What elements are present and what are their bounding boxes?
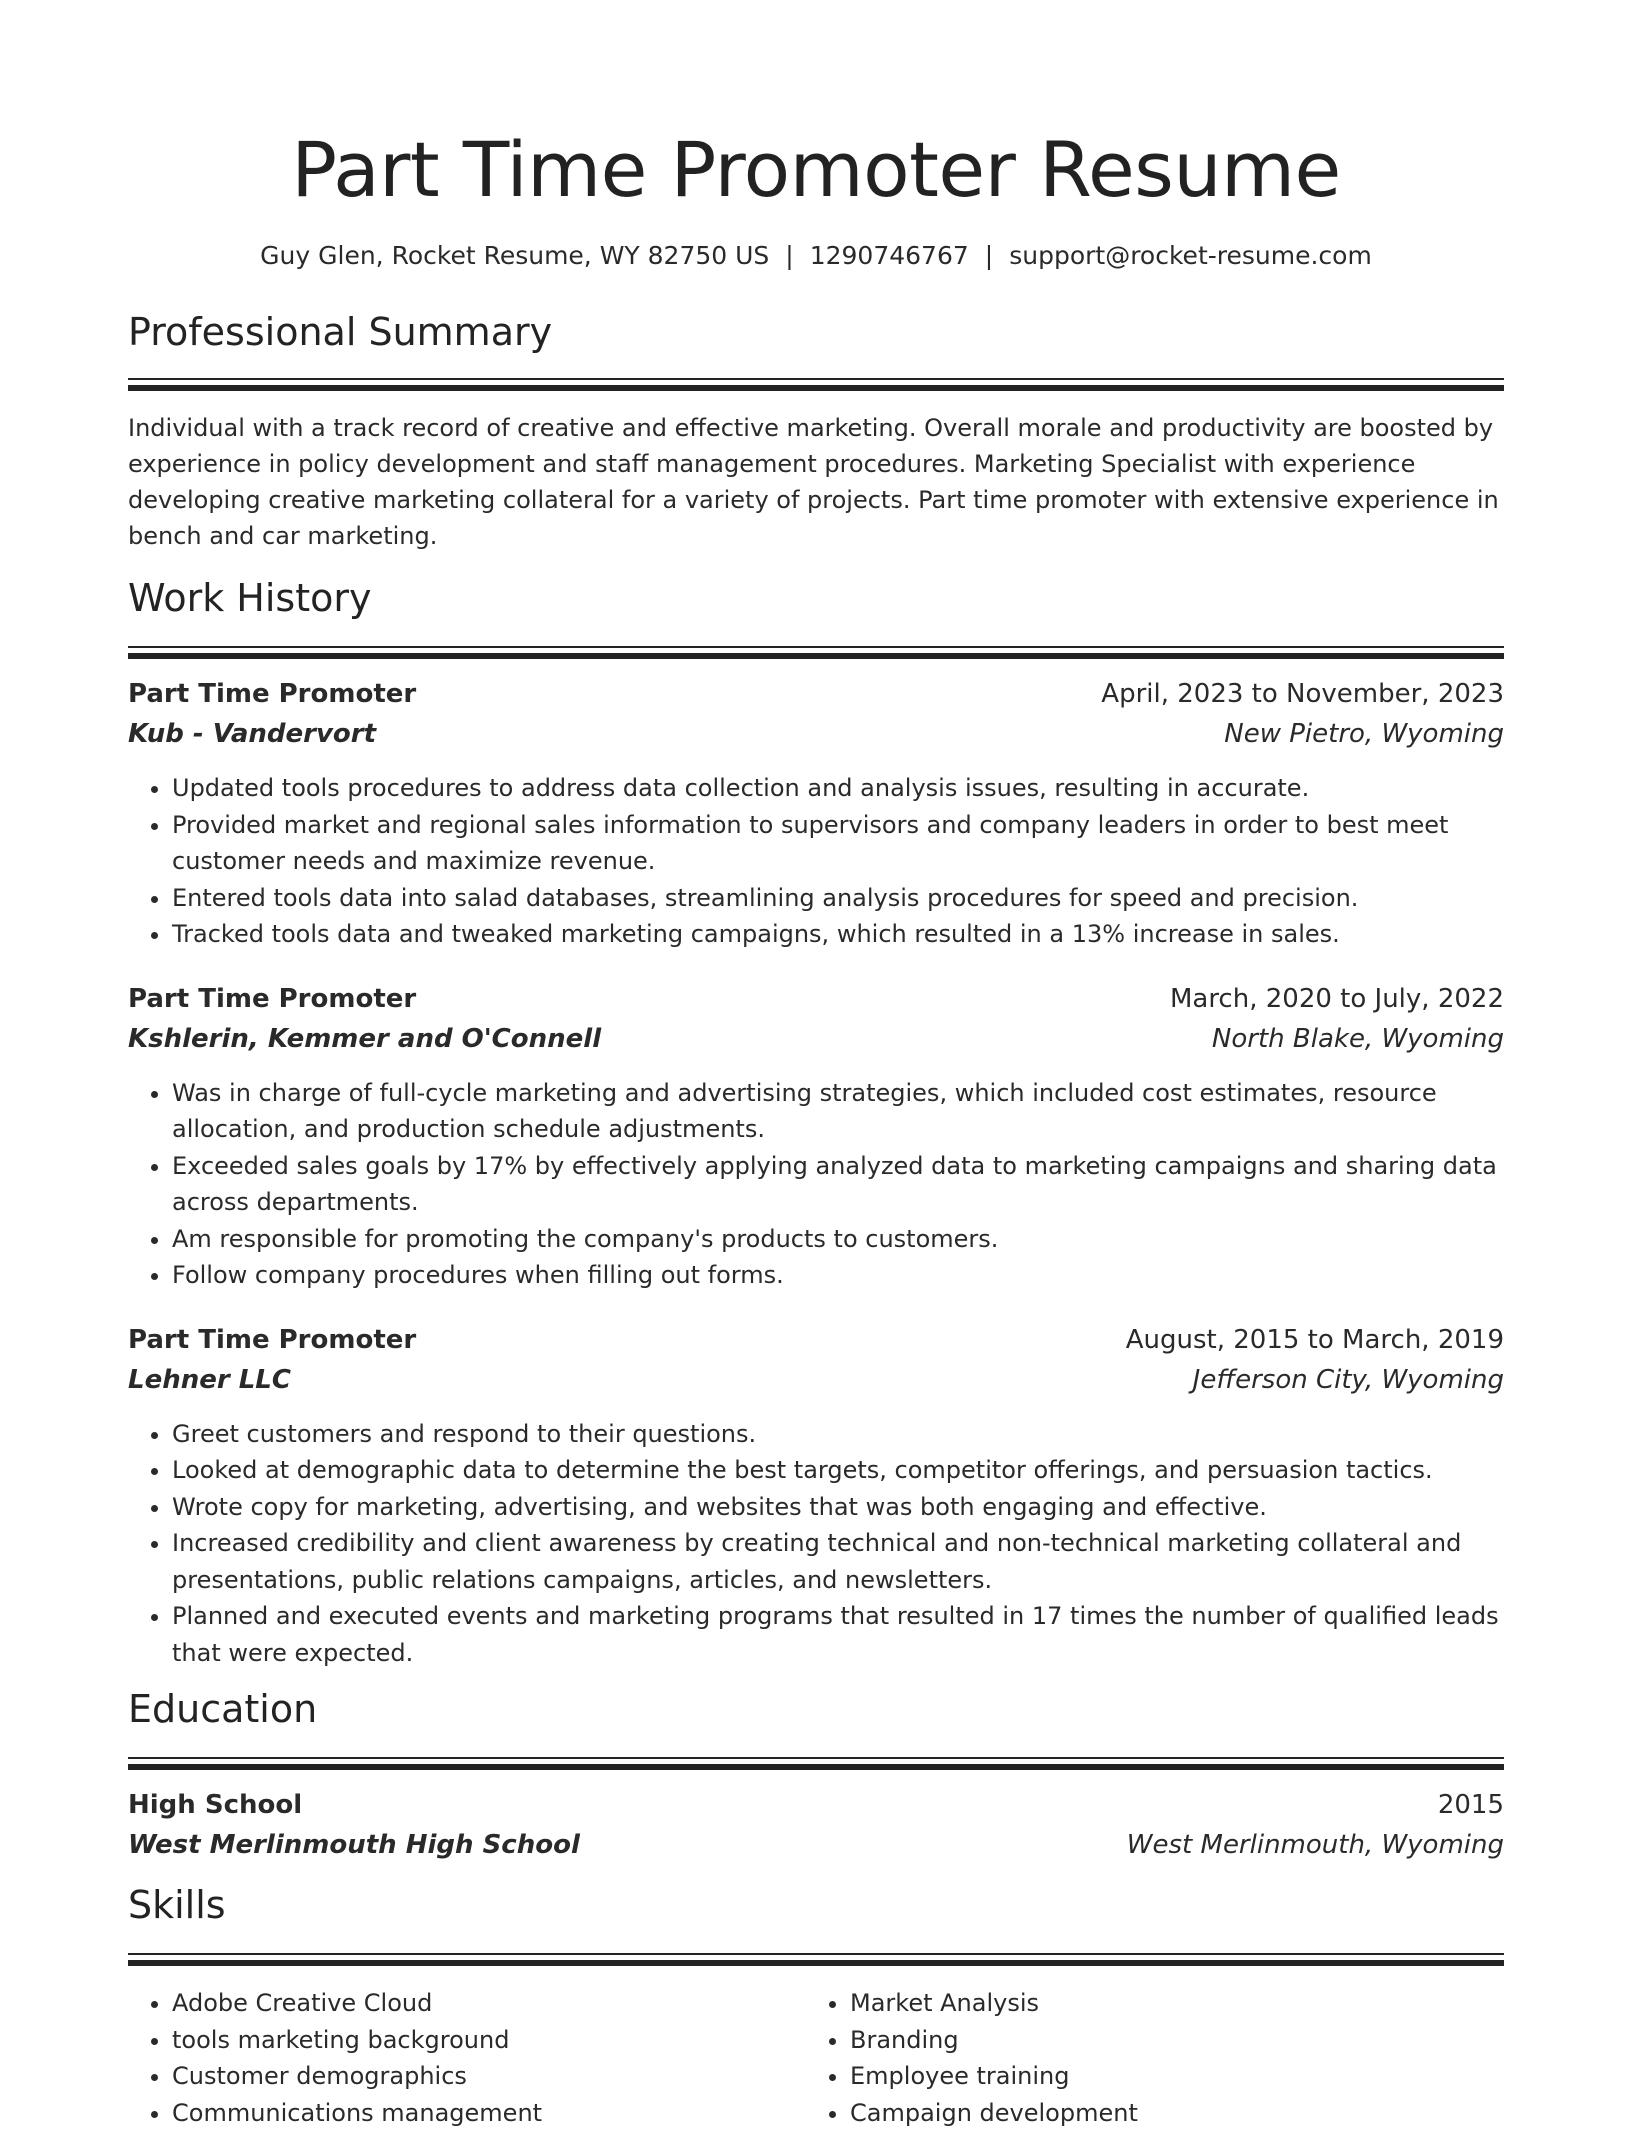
skills-column-right bbox=[806, 1985, 1484, 2131]
list-item: • Exceeded sales goals by 17% by effectively applying analyzed data to marketing campaigns and sharing data across departments. bbox=[172, 1148, 1504, 1221]
job-title: Part Time Promoter bbox=[128, 979, 416, 1019]
job-subheader bbox=[128, 1360, 1504, 1400]
education-location: West Merlinmouth, Wyoming bbox=[1127, 1825, 1504, 1865]
job-subheader bbox=[128, 714, 1504, 754]
skill-item: • Communications management bbox=[172, 2095, 806, 2131]
skill-item: • Campaign development bbox=[850, 2095, 1484, 2131]
list-item: • Planned and executed events and marketing programs that resulted in 17 times the number of qualified leads that were expected. bbox=[172, 1598, 1504, 1671]
education-section bbox=[128, 1683, 1504, 1865]
job-location: North Blake, Wyoming bbox=[1212, 1019, 1504, 1059]
contact-separator: | bbox=[769, 241, 809, 270]
section-heading: Professional Summary bbox=[128, 306, 1504, 358]
job-company: Lehner LLC bbox=[128, 1360, 291, 1400]
section-divider bbox=[128, 1757, 1504, 1771]
job-dates: March, 2020 to July, 2022 bbox=[1170, 979, 1504, 1019]
job-header bbox=[128, 979, 1504, 1019]
job-bullets bbox=[128, 1416, 1504, 1672]
skill-item: • Branding bbox=[850, 2022, 1484, 2059]
section-divider bbox=[128, 1953, 1504, 1967]
job-company: Kub - Vandervort bbox=[128, 714, 376, 754]
job-bullets bbox=[128, 1075, 1504, 1294]
skills-section bbox=[128, 1879, 1504, 2131]
list-item: • Am responsible for promoting the company's products to customers. bbox=[172, 1221, 1504, 1258]
list-item: • Looked at demographic data to determine the best targets, competitor offerings, and persuasion tactics. bbox=[172, 1452, 1504, 1489]
education-school: West Merlinmouth High School bbox=[128, 1825, 580, 1865]
job-location: Jefferson City, Wyoming bbox=[1193, 1360, 1504, 1400]
education-year: 2015 bbox=[1438, 1785, 1504, 1825]
list-item: • Was in charge of full-cycle marketing and advertising strategies, which included cost estimates, resource allocation, and production schedule adjustments. bbox=[172, 1075, 1504, 1148]
job-entry bbox=[128, 674, 1504, 953]
list-item: • Increased credibility and client awareness by creating technical and non-technical marketing collateral and presentations, public relations campaigns, articles, and newsletters. bbox=[172, 1525, 1504, 1598]
skills-grid bbox=[128, 1985, 1504, 2131]
section-heading: Skills bbox=[128, 1879, 1504, 1931]
contact-separator: | bbox=[969, 241, 1009, 270]
job-header bbox=[128, 674, 1504, 714]
education-degree: High School bbox=[128, 1785, 302, 1825]
job-header bbox=[128, 1320, 1504, 1360]
job-title: Part Time Promoter bbox=[128, 1320, 416, 1360]
job-subheader bbox=[128, 1019, 1504, 1059]
skill-item: • Market Analysis bbox=[850, 1985, 1484, 2022]
summary-text: Individual with a track record of creative and effective marketing. Overall morale and productivity are boosted by experience in policy development and staff management procedures. Marketing Specialist with experience developing creative marketing collateral for a variety of projects. Part time promoter with extensive experience in bench and car marketing. bbox=[128, 410, 1504, 554]
education-entry bbox=[128, 1785, 1504, 1865]
summary-section bbox=[128, 306, 1504, 554]
job-dates: August, 2015 to March, 2019 bbox=[1126, 1320, 1504, 1360]
section-divider bbox=[128, 646, 1504, 660]
list-item: • Wrote copy for marketing, advertising, and websites that was both engaging and effective. bbox=[172, 1489, 1504, 1526]
list-item: • Entered tools data into salad databases, streamlining analysis procedures for speed and precision. bbox=[172, 880, 1504, 917]
job-entry bbox=[128, 1320, 1504, 1672]
resume-page bbox=[128, 0, 1504, 2131]
section-divider bbox=[128, 378, 1504, 392]
list-item: • Greet customers and respond to their questions. bbox=[172, 1416, 1504, 1453]
skills-column-left bbox=[128, 1985, 806, 2131]
job-bullets bbox=[128, 770, 1504, 953]
contact-email: support@rocket-resume.com bbox=[1009, 241, 1372, 270]
job-dates: April, 2023 to November, 2023 bbox=[1101, 674, 1504, 714]
job-title: Part Time Promoter bbox=[128, 674, 416, 714]
list-item: • Provided market and regional sales information to supervisors and company leaders in order to best meet customer needs and maximize revenue. bbox=[172, 807, 1504, 880]
section-heading: Work History bbox=[128, 572, 1504, 624]
section-heading: Education bbox=[128, 1683, 1504, 1735]
skill-item: • Employee training bbox=[850, 2058, 1484, 2095]
job-entry bbox=[128, 979, 1504, 1294]
contact-phone: 1290746767 bbox=[810, 241, 969, 270]
education-header bbox=[128, 1785, 1504, 1825]
list-item: • Tracked tools data and tweaked marketing campaigns, which resulted in a 13% increase in sales. bbox=[172, 916, 1504, 953]
skill-item: • Customer demographics bbox=[172, 2058, 806, 2095]
job-company: Kshlerin, Kemmer and O'Connell bbox=[128, 1019, 601, 1059]
education-subheader bbox=[128, 1825, 1504, 1865]
contact-line bbox=[128, 236, 1504, 276]
contact-address: Guy Glen, Rocket Resume, WY 82750 US bbox=[260, 241, 769, 270]
work-history-section bbox=[128, 572, 1504, 1671]
job-location: New Pietro, Wyoming bbox=[1224, 714, 1504, 754]
list-item: • Follow company procedures when filling out forms. bbox=[172, 1257, 1504, 1294]
list-item: • Updated tools procedures to address data collection and analysis issues, resulting in accurate. bbox=[172, 770, 1504, 807]
skill-item: • tools marketing background bbox=[172, 2022, 806, 2059]
resume-title: Part Time Promoter Resume bbox=[128, 0, 1504, 222]
skill-item: • Adobe Creative Cloud bbox=[172, 1985, 806, 2022]
